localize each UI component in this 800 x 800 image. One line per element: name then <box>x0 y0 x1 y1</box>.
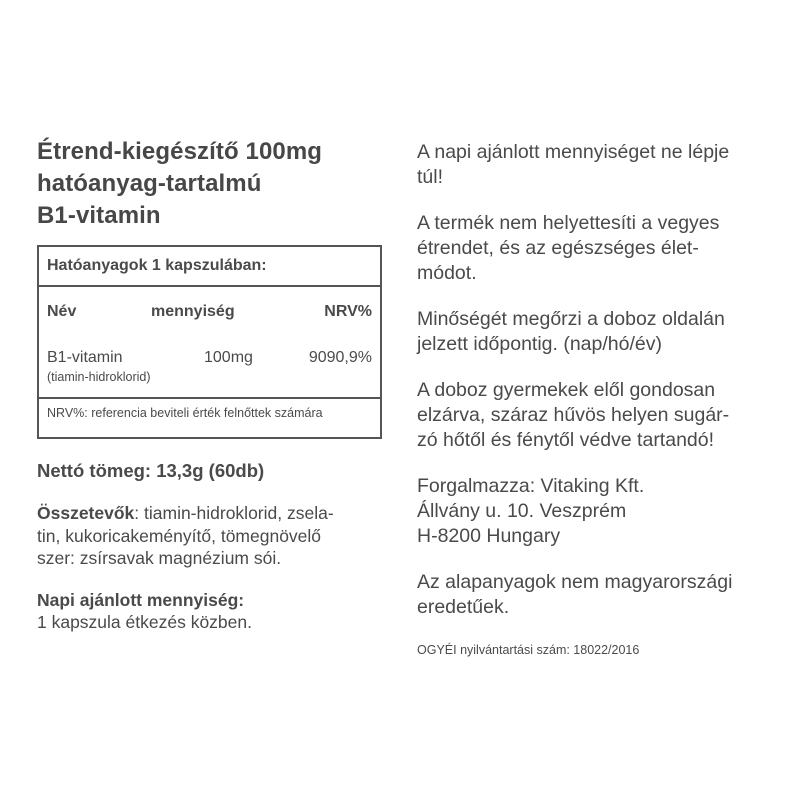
daily-dose-label: Napi ajánlott mennyiség: <box>37 589 245 610</box>
product-title <box>37 136 389 232</box>
best-before <box>417 307 782 357</box>
warning-dose-line-2: túl! <box>417 166 444 188</box>
warning-diet-line-3: módot. <box>417 262 477 284</box>
table-divider-top <box>39 285 380 287</box>
distributor <box>417 474 782 549</box>
header-name: Név <box>47 303 77 320</box>
distributor-line-3: H-8200 Hungary <box>417 525 561 547</box>
distributor-line-1: Forgalmazza: Vitaking Kft. <box>417 475 645 497</box>
row-name: B1-vitamin <box>47 349 123 366</box>
ingredients-line-1: : tiamin-hidroklorid, zsela- <box>134 503 334 523</box>
origin-line-1: Az alapanyagok nem magyarországi <box>417 571 733 593</box>
right-column <box>417 140 782 658</box>
warning-diet-line-1: A termék nem helyettesíti a vegyes <box>417 212 720 234</box>
daily-dose <box>37 589 389 634</box>
title-line-1: Étrend-kiegészítő 100mg <box>37 138 323 165</box>
net-weight: Nettó tömeg: 13,3g (60db) <box>37 460 265 481</box>
daily-dose-text: 1 kapszula étkezés közben. <box>37 612 252 632</box>
left-column <box>37 136 389 634</box>
table-divider-bottom <box>39 397 380 399</box>
ingredients-label: Összetevők <box>37 503 135 523</box>
header-nrv: NRV% <box>324 303 372 320</box>
row-amount: 100mg <box>204 349 253 366</box>
warning-dose-line-1: A napi ajánlott mennyiséget ne lépje <box>417 141 730 163</box>
row-subname: (tiamin-hidroklorid) <box>47 370 151 384</box>
warning-diet-line-2: étrendet, és az egészséges élet- <box>417 237 699 259</box>
ingredients <box>37 502 389 570</box>
nrv-footnote: NRV%: referencia beviteli érték felnőttek számára <box>47 406 323 420</box>
warning-dose <box>417 140 782 190</box>
origin-note <box>417 570 782 620</box>
best-before-line-2: jelzett időpontig. (nap/hó/év) <box>417 333 662 355</box>
registration-number: OGYÉI nyilvántartási szám: 18022/2016 <box>417 643 640 657</box>
storage-line-3: zó hőtől és fénytől védve tartandó! <box>417 429 715 451</box>
distributor-line-2: Állvány u. 10. Veszprém <box>417 500 627 522</box>
active-ingredients-table <box>37 245 382 439</box>
row-nrv: 9090,9% <box>308 349 372 366</box>
ingredients-line-3: szer: zsírsavak magnézium sói. <box>37 548 282 568</box>
storage-note <box>417 378 782 453</box>
storage-line-2: elzárva, száraz hűvös helyen sugár- <box>417 404 730 426</box>
best-before-line-1: Minőségét megőrzi a doboz oldalán <box>417 308 725 330</box>
ingredients-line-2: tin, kukoricakeményítő, tömegnövelő <box>37 525 322 546</box>
title-line-3: B1-vitamin <box>37 202 161 229</box>
storage-line-1: A doboz gyermekek elől gondosan <box>417 379 716 401</box>
header-amount: mennyiség <box>151 303 235 320</box>
origin-line-2: eredetűek. <box>417 596 510 618</box>
table-title: Hatóanyagok 1 kapszulában: <box>47 257 267 274</box>
title-line-2: hatóanyag-tartalmú <box>37 170 262 197</box>
warning-diet <box>417 211 782 286</box>
